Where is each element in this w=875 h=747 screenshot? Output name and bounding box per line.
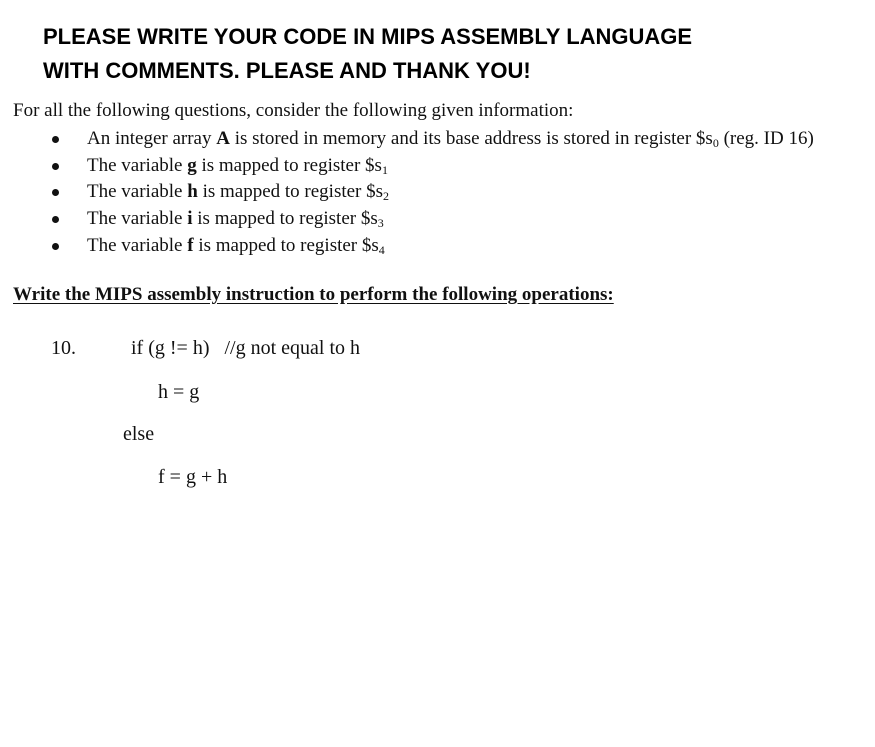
pseudocode-line: h = g xyxy=(158,381,200,403)
list-item: The variable i is mapped to register $\$s_3$ xyxy=(0,206,875,233)
instruction-banner xyxy=(43,20,863,88)
pseudocode-line: f = g + h xyxy=(158,466,228,488)
bullet-icon xyxy=(52,216,59,223)
intro-text: For all the following questions, consider the following given information: xyxy=(13,100,574,121)
bullet-icon xyxy=(52,163,59,170)
list-item: The variable h is mapped to register $\$s_2$ xyxy=(0,179,875,206)
list-item: An integer array A is stored in memory and its base address is stored in register $\$s_0$ (reg. ID 16) xyxy=(0,126,875,153)
given-info-list xyxy=(0,126,875,259)
question-number: 10. xyxy=(51,337,76,359)
bullet-icon xyxy=(52,243,59,250)
pseudocode-line: if (g != h) //g not equal to h xyxy=(131,337,361,359)
list-item: The variable g is mapped to register $\$s_1$ xyxy=(0,153,875,180)
banner-line-2: WITH COMMENTS. PLEASE AND THANK YOU! xyxy=(43,58,531,83)
section-heading: Write the MIPS assembly instruction to perform the following operations: xyxy=(13,284,614,305)
bullet-icon xyxy=(52,136,59,143)
pseudocode-line: else xyxy=(123,423,155,445)
bullet-icon xyxy=(52,189,59,196)
list-item: The variable f is mapped to register $\$s_4$ xyxy=(0,233,875,260)
banner-line-1: PLEASE WRITE YOUR CODE IN MIPS ASSEMBLY LANGUAGE xyxy=(43,24,693,49)
